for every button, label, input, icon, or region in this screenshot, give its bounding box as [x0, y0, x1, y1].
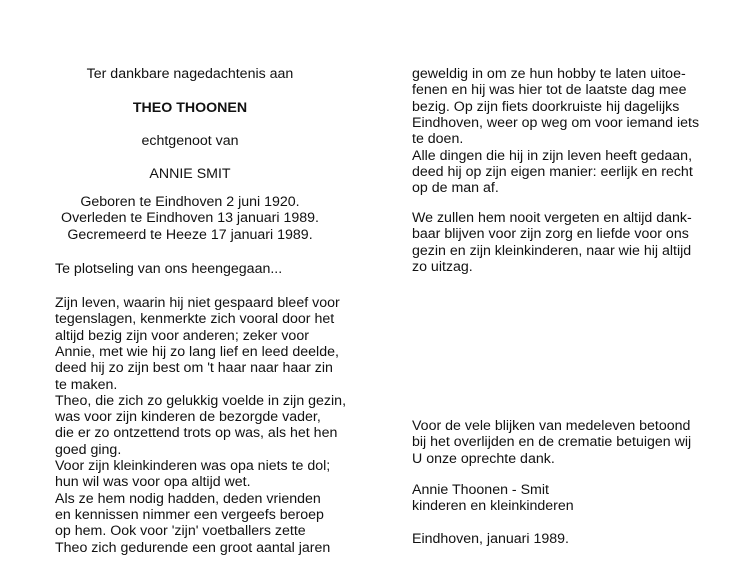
paragraph-line: Theo zich gedurende een groot aantal jaren — [55, 539, 331, 556]
paragraph-line: Voor zijn kleinkinderen was opa niets te dol; — [55, 458, 331, 474]
paragraph-line: Alle dingen die hij in zijn leven heeft gedaan, — [412, 147, 693, 164]
paragraph-line: bezig. Op zijn fiets doorkruiste hij dagelijks — [412, 98, 680, 115]
paragraph-line: Theo, die zich zo gelukkig voelde in zijn gezin, — [55, 392, 347, 409]
place-date: Eindhoven, januari 1989. — [412, 531, 569, 547]
paragraph-line: fenen en hij was hier tot de laatste dag mee — [412, 82, 687, 99]
cremated-line: Gecremeerd te Heeze 17 januari 1989. — [67, 227, 313, 243]
thanks-line: U onze oprechte dank. — [412, 450, 555, 467]
deceased-name: THEO THOONEN — [132, 100, 248, 116]
paragraph-line: altijd bezig zijn voor anderen; zeker voor — [55, 327, 309, 344]
paragraph-line: Als ze hem nodig hadden, deden vrienden — [55, 490, 321, 507]
sudden-line: Te plotseling van ons heengegaan... — [55, 261, 283, 277]
paragraph-line: We zullen hem nooit vergeten en altijd dank- — [412, 210, 692, 226]
paragraph-line: Annie, met wie hij zo lang lief en leed deelde, — [55, 343, 339, 360]
paragraph-line: Zijn leven, waarin hij niet gespaard bleef voor — [55, 295, 340, 311]
born-line: Geboren te Eindhoven 2 juni 1920. — [80, 194, 300, 210]
paragraph-line: deed hij op zijn eigen manier: eerlijk en recht — [412, 163, 693, 180]
paragraph-line: zo uitzag. — [412, 258, 473, 275]
paragraph-line: tegenslagen, kenmerkte zich vooral door het — [55, 311, 335, 328]
paragraph-line: gezin en zijn kleinkinderen, naar wie hij altijd — [412, 242, 692, 259]
spouse-name: ANNIE SMIT — [149, 166, 231, 182]
died-line: Overleden te Eindhoven 13 januari 1989. — [61, 210, 319, 226]
intro-line: Ter dankbare nagedachtenis aan — [86, 66, 294, 82]
paragraph-line: hun wil was voor opa altijd wet. — [55, 474, 251, 491]
paragraph-line: op de man af. — [412, 180, 499, 197]
paragraph-line: op hem. Ook voor 'zijn' voetballers zette — [55, 523, 306, 540]
paragraph-line: was voor zijn kinderen de bezorgde vader, — [55, 409, 321, 426]
signature-line: kinderen en kleinkinderen — [412, 498, 574, 515]
thanks-line: Voor de vele blijken van medeleven betoond — [412, 418, 691, 434]
paragraph-line: en kennissen nimmer een vergeefs beroep — [55, 506, 324, 523]
paragraph-line: die er zo ontzettend trots op was, als het hen — [55, 425, 338, 442]
paragraph-line: te maken. — [55, 376, 118, 393]
paragraph-line: baar blijven voor zijn zorg en liefde voor ons — [412, 226, 689, 243]
paragraph-line: te doen. — [412, 131, 464, 148]
relation-line: echtgenoot van — [141, 133, 239, 149]
paragraph-line: geweldig in om ze hun hobby te laten uitoe- — [412, 66, 686, 82]
paragraph-line: Eindhoven, weer op weg om voor iemand iets — [412, 114, 700, 131]
paragraph-line: goed ging. — [55, 441, 122, 458]
thanks-line: bij het overlijden en de crematie betuigen wij — [412, 434, 692, 451]
paragraph-line: deed hij zo zijn best om 't haar naar haar zin — [55, 360, 333, 377]
signature-line: Annie Thoonen - Smit — [412, 482, 549, 498]
